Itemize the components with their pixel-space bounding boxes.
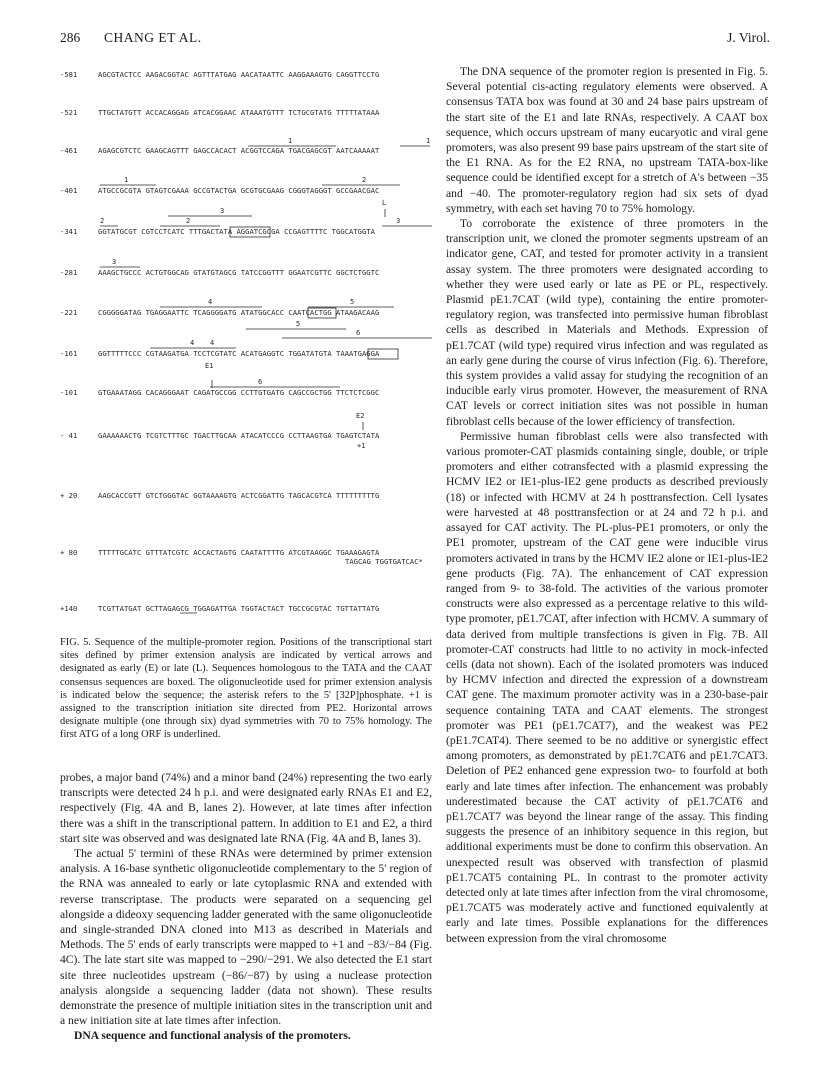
row-sequence: TTTTTGCATC GTTTATCGTC ACCACTAGTG CAATATTTTG ATCGTAAGGC TGAAAGAGTA <box>98 548 380 557</box>
row-number: -221 <box>60 308 78 317</box>
row-sequence: AGCGTACTCC AAGACGGTAC AGTTTATGAG AACATAATTC AAGGAAAGTG CAGGTTCCTG <box>98 70 380 79</box>
left-column <box>60 770 432 1050</box>
row-sequence: GGTATGCGT CGTCCTCATC TTTGACTATA AGGATCGCGA CCGAGTTTTC TGGCATGGTA <box>98 227 375 236</box>
dyad-label: 1 <box>426 137 431 145</box>
dyad-label: 3 <box>396 217 401 225</box>
dyad-label: 4 <box>210 339 215 347</box>
dyad-label: 2 <box>186 217 191 225</box>
running-authors: CHANG ET AL. <box>104 30 202 45</box>
journal-name: J. Virol. <box>727 30 770 45</box>
row-sequence: TTGCTATGTT ACCACAGGAG ATCACGGAAC ATAAATGTTT TCTGCGTATG TTTTTATAAA <box>98 108 380 117</box>
e1-start-label: E1 <box>205 362 214 370</box>
caption-label: FIG. 5. <box>60 637 91 648</box>
annotation-labels <box>100 137 430 450</box>
page-number: 286 <box>60 30 81 45</box>
row-sequence: AAAGCTGCCC ACTGTGGCAG GTATGTAGCG TATCCGGTTT GGAATCGTTC GGCTCTGGTC <box>98 268 380 277</box>
row-sequence: GTGAAATAGG CACAGGGAAT CAGATGCCGG CCTTGTGATG CAGCCGCTGG TTCTCTCGGC <box>98 388 380 397</box>
sequence-svg <box>60 64 432 632</box>
annotation-lines <box>100 146 432 613</box>
row-sequence: GGTTTTTCCC CGTAAGATGA TCCTCGTATC ACATGAGGTC TGGATATGTA TAAATGAGGA <box>98 349 380 358</box>
oligonucleotide-sequence: TAGCAG TGGTGATCAC* <box>345 557 423 566</box>
row-sequence: CGGGGGATAG TGAGGAATTC TCAGGGGATG ATATGGCACC CAATCACTGG ATAAGACAAG <box>98 308 380 317</box>
dyad-label: 3 <box>112 258 117 266</box>
row-number: -581 <box>60 70 78 79</box>
row-number: -461 <box>60 146 78 155</box>
late-start-label: L <box>382 199 387 207</box>
row-number: + 80 <box>60 548 78 557</box>
dyad-label: 5 <box>350 298 355 306</box>
paragraph: The DNA sequence of the promoter region is presented in Fig. 5. Several potential cis-acting regulatory elements were observed. A consensus TATA box was found at 30 and 24 base pairs upstream of the start site of the E1 and late RNAs, respectively. A CAAT box sequence, which occurs upstream of many eucaryotic and viral gene promoters, was also present 99 base pairs upstream of the start site of the E1 RNA. As for the E2 RNA, no upstream TATA-box-like sequence could be identified except for a stretch of A's between −35 and −40. The promoter-regulatory region had six sets of dyad symmetry, with each set having 70 to 75% homology. <box>446 65 768 215</box>
dyad-label: 2 <box>362 176 367 184</box>
row-number: + 20 <box>60 491 78 500</box>
row-number: -101 <box>60 388 78 397</box>
row-sequence: ATGCCGCGTA GTAGTCGAAA GCCGTACTGA GCGTGCGAAG CGGGTAGGGT GCCGAACGAC <box>98 186 380 195</box>
dyad-label: 4 <box>190 339 195 347</box>
dyad-label: 3 <box>220 207 225 215</box>
dyad-label: 1 <box>124 176 129 184</box>
paragraph: Permissive human fibroblast cells were also transfected with various promoter-CAT plasmids containing single, double, or triple promoters and either cotransfected with a plasmid expressing the HCMV IE2 or IE1-plus-IE2 gene products as described previously (18) or infected with HCMV at 24 h posttransfection. Cell lysates were harvested at 48 posttransfection or at 24 and 72 h p.i. and assayed for CAT activity. The PL-plus-PE1 promoters, or only the PE1 promoter, upstream of the CAT gene were inducible virus promoters activated in trans by the HCMV IE2 alone or IE1-plus-IE2 gene products (Fig. 7A). The enhancement of CAT expression ranged from 9- to 38-fold. The activities of the various promoter constructs were also expressed as a percentage relative to this wild-type promoter, pE1.7CAT, after infection with HCMV. A summary of data derived from multiple transfections is given in Fig. 7B. All promoter-CAT constructs had little to no activity in mock-infected cells (data not shown). Each of the isolated promoters was induced by HCMV infection and directed the expression of a downstream CAT gene. The maximum promoter activity was in a 230-base-pair sequence containing TATA and CAAT elements. The strongest promoter was PE1 (pE1.7CAT7), and the weakest was PE2 (pE1.7CAT4). There seemed to be no additive or synergistic effect among promoters, as demonstrated by pE1.7CAT6 and pE1.7CAT3. Deletion of PE2 enhanced gene expression two- to fourfold at both early and late times after infection. The enhancement was probably underestimated because the CAT activity of pE1.7CAT6 and pE1.7CAT7 was beyond the linear range of the assay. This finding suggests the presence of an inhibitory sequence in this region, but additional experiments must be done to confirm this observation. An unexpected result was observed with transfection of plasmid pE1.7CAT5 containing PL. In contrast to the promoter activity detected only at late times after infection from the viral chromosome, pE1.7CAT5 was moderately active and functioned equivalently at early and late times. Possible explanations for the differences between expression from the viral chromosome <box>446 429 768 945</box>
page-header <box>60 30 770 50</box>
row-number: +140 <box>60 604 78 613</box>
right-column <box>446 64 768 1054</box>
section-heading: DNA sequence and functional analysis of the promoters. <box>74 1029 351 1043</box>
dyad-label: 2 <box>100 217 105 225</box>
figure-caption <box>60 636 432 766</box>
row-number: -401 <box>60 186 78 195</box>
plus-one-label: +1 <box>357 442 366 450</box>
dyad-label: 6 <box>356 329 361 337</box>
dyad-label: 4 <box>208 298 213 306</box>
caption-text: Sequence of the multiple-promoter region. Positions of the transcriptional start sites defined by primer extension analysis are indicated by vertical arrows and designated as early (E) or late (L). Sequences homologous to the TATA and the CAAT consensus sequences are boxed. The oligonucleotide used for primer extension analysis is indicated below the sequence; the asterisk refers to the 5' [32P]phosphate. +1 is assigned to the transcription initiation site directed from PE2. Horizontal arrows designate multiple (one through six) dyad symmetries with 70 to 75% homology. The first ATG of a long ORF is underlined. <box>60 637 433 741</box>
row-number: - 41 <box>60 431 78 440</box>
dyad-label: 5 <box>296 320 301 328</box>
row-sequence: GAAAAAACTG TCGTCTTTGC TGACTTGCAA ATACATCCCG CCTTAAGTGA TGAGTCTATA <box>98 431 380 440</box>
dyad-label: 1 <box>288 137 293 145</box>
row-number: -161 <box>60 349 78 358</box>
row-number: -521 <box>60 108 78 117</box>
sequence-figure <box>60 64 432 632</box>
row-sequence: AGAGCGTCTC GAAGCAGTTT GAGCCACACT ACGGTCCAGA TGACGAGCGT AATCAAAAAT <box>98 146 380 155</box>
paragraph: The actual 5' termini of these RNAs were determined by primer extension analysis. A 16-base synthetic oligonucleotide complementary to the 5' region of the RNA was annealed to early or late cytoplasmic RNA and extended with reverse transcriptase. The products were separated on a sequencing gel alongside a dideoxy sequencing ladder generated with the same oligonucleotide and single-stranded DNA cloned into M13 as described in Materials and Methods. The 5' ends of early transcripts were mapped to +1 and −83/−84 (Fig. 4C). The late start site was mapped to −290/−291. We also detected the E1 start site three nucleotides upstream (−86/−87) by using a nuclease protection analysis alongside a sequencing ladder (data not shown). These results demonstrate the presence of multiple initiation sites in the transcription unit and a new initiation site at late times after infection. <box>60 847 432 1028</box>
row-sequence: AAGCACCGTT GTCTGGGTAC GGTAAAAGTG ACTCGGATTG TAGCACGTCA TTTTTTTTTG <box>98 491 380 500</box>
e2-start-label: E2 <box>356 412 365 420</box>
row-sequence: TCGTTATGAT GCTTAGAGCG TGGAGATTGA TGGTACTACT TGCCGCGTAC TGTTATTATG <box>98 604 380 613</box>
sequence-rows <box>60 70 423 613</box>
paragraph: To corroborate the existence of three promoters in the transcription unit, we cloned the promoter segments upstream of an indicator gene, CAT, and tested for promoter activity in a transient assay system. The three promoters were designated according to whether they were used early or late as PE or PL, respectively. Plasmid pE1.7CAT (wild type), containing the entire promoter-regulatory region, was transfected into permissive human fibroblast cells as described in Materials and Methods. Expression of pE1.7CAT (wild type) required virus infection and was regulated as an early gene during the course of virus infection (Fig. 6). Therefore, this system provides a valid assay for studying the recognition of an inducible early virus promoter. However, the measurement of RNA CAT levels or correct initiation sites was not possible in human fibroblast cells because of the lower efficiency of transfection. <box>446 217 768 428</box>
paragraph: probes, a major band (74%) and a minor band (24%) representing the two early transcripts were detected 24 h p.i. and were designated early RNAs E1 and E2, respectively (Fig. 4A and B, lanes 2). However, at late times after infection there was a shift in the transcriptional pattern. In addition to E1 and E2, a third start site was observed and was designated late RNA (Fig. 4A and B, lanes 3). <box>60 771 432 845</box>
row-number: -341 <box>60 227 78 236</box>
dyad-label: 6 <box>258 378 263 386</box>
row-number: -281 <box>60 268 78 277</box>
